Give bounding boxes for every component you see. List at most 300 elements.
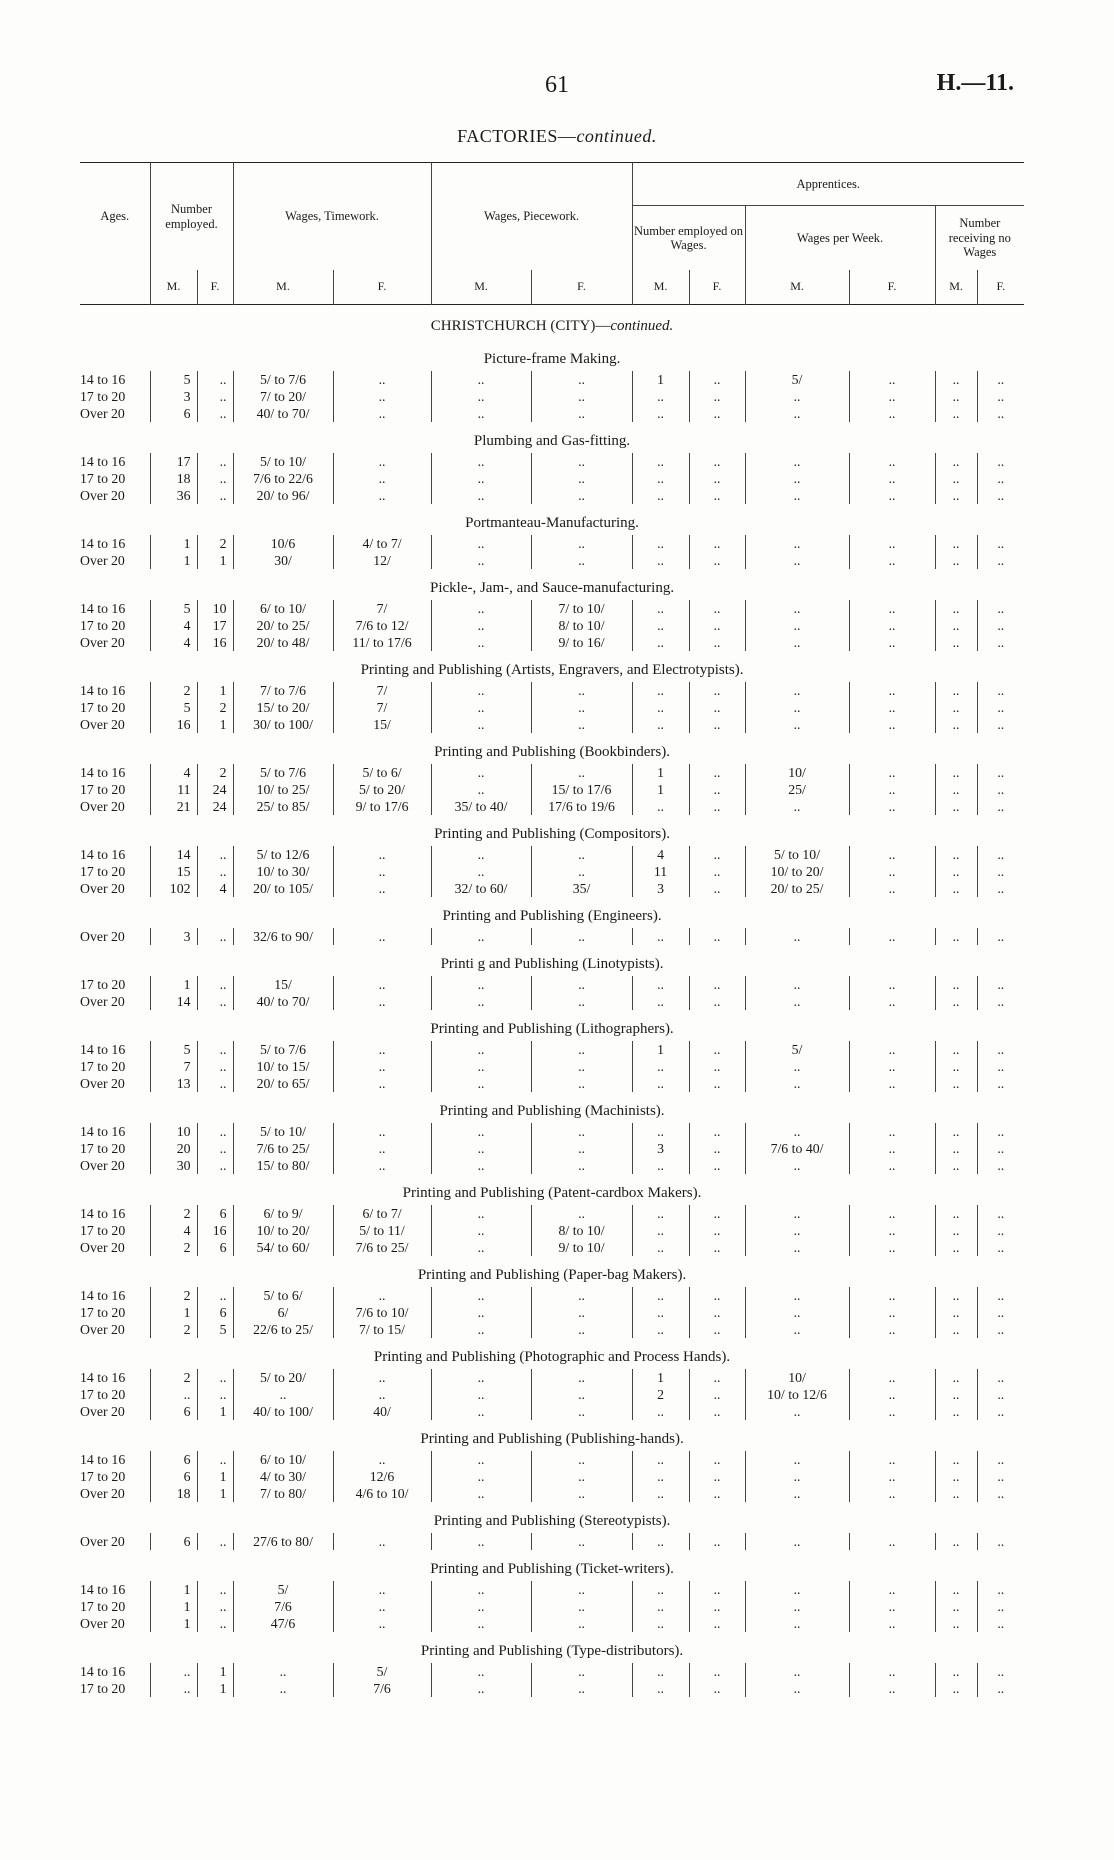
cell-appr-nowages-f: ..	[977, 1239, 1024, 1256]
cell-employed-m: 18	[150, 1485, 197, 1502]
cell-timework-m: 25/ to 85/	[233, 798, 333, 815]
cell-employed-f: 1	[197, 1403, 233, 1420]
cell-employed-m: ..	[150, 1663, 197, 1680]
cell-timework-m: ..	[233, 1680, 333, 1697]
cell-appr-employed-f: ..	[689, 371, 745, 388]
cell-piecework-m: ..	[431, 1123, 531, 1140]
city-heading-row	[80, 305, 1024, 341]
section-heading-row	[80, 1010, 1024, 1041]
cell-piecework-f: ..	[531, 1140, 632, 1157]
cell-piecework-m: ..	[431, 1058, 531, 1075]
cell-piecework-f: ..	[531, 846, 632, 863]
table-row	[80, 1615, 1024, 1632]
cell-piecework-f: ..	[531, 863, 632, 880]
cell-appr-nowages-m: ..	[935, 928, 977, 945]
cell-employed-f: ..	[197, 1386, 233, 1403]
cell-appr-wages-m: ..	[745, 1485, 849, 1502]
cell-timework-f: 5/ to 20/	[333, 781, 431, 798]
cell-appr-employed-f: ..	[689, 1157, 745, 1174]
cell-employed-m: 6	[150, 1451, 197, 1468]
cell-piecework-m: ..	[431, 1157, 531, 1174]
cell-appr-wages-f: ..	[849, 1123, 935, 1140]
cell-appr-wages-m: 25/	[745, 781, 849, 798]
cell-piecework-f: ..	[531, 1680, 632, 1697]
cell-piecework-f: ..	[531, 1533, 632, 1550]
cell-ages: 17 to 20	[80, 864, 126, 879]
cell-timework-f: ..	[333, 405, 431, 422]
cell-appr-employed-f: ..	[689, 976, 745, 993]
section-heading-row	[80, 504, 1024, 535]
page-number: 61	[545, 72, 569, 98]
cell-appr-employed-f: ..	[689, 682, 745, 699]
cell-employed-m: 6	[150, 1533, 197, 1550]
cell-piecework-m: ..	[431, 1075, 531, 1092]
cell-employed-f: 1	[197, 552, 233, 569]
table-row	[80, 1321, 1024, 1338]
cell-appr-wages-m: ..	[745, 1680, 849, 1697]
cell-piecework-f: ..	[531, 1663, 632, 1680]
cell-piecework-m: ..	[431, 1222, 531, 1239]
cell-appr-employed-m: ..	[632, 1680, 689, 1697]
table-body	[80, 305, 1024, 1698]
cell-appr-nowages-m: ..	[935, 863, 977, 880]
cell-employed-f: ..	[197, 1369, 233, 1386]
cell-appr-wages-m: ..	[745, 928, 849, 945]
cell-piecework-m: ..	[431, 1041, 531, 1058]
header-ages: Ages.	[100, 209, 130, 224]
cell-piecework-m: ..	[431, 1239, 531, 1256]
cell-appr-nowages-f: ..	[977, 1041, 1024, 1058]
cell-piecework-f: ..	[531, 682, 632, 699]
cell-timework-m: 6/ to 9/	[233, 1205, 333, 1222]
running-title	[0, 126, 1114, 147]
section-title: Printing and Publishing (Paper-bag Makers).	[417, 1266, 687, 1283]
cell-piecework-m: ..	[431, 552, 531, 569]
cell-appr-nowages-f: ..	[977, 1598, 1024, 1615]
cell-employed-m: 5	[150, 371, 197, 388]
cell-employed-f: 4	[197, 880, 233, 897]
cell-appr-wages-f: ..	[849, 388, 935, 405]
cell-timework-f: ..	[333, 1451, 431, 1468]
cell-ages: Over 20	[80, 1486, 125, 1501]
cell-appr-wages-f: ..	[849, 928, 935, 945]
cell-appr-nowages-m: ..	[935, 634, 977, 651]
running-title-main: FACTORIES—	[457, 126, 577, 146]
cell-piecework-m: ..	[431, 388, 531, 405]
cell-appr-nowages-f: ..	[977, 617, 1024, 634]
cell-timework-m: 5/ to 7/6	[233, 764, 333, 781]
cell-appr-employed-f: ..	[689, 1403, 745, 1420]
table-row	[80, 1041, 1024, 1058]
cell-appr-nowages-m: ..	[935, 1041, 977, 1058]
section-heading-row	[80, 1256, 1024, 1287]
cell-appr-employed-m: 2	[632, 1386, 689, 1403]
cell-appr-wages-f: ..	[849, 798, 935, 815]
cell-employed-f: ..	[197, 846, 233, 863]
cell-appr-employed-m: ..	[632, 1058, 689, 1075]
cell-appr-employed-f: ..	[689, 470, 745, 487]
cell-piecework-f: ..	[531, 487, 632, 504]
cell-ages: 17 to 20	[80, 389, 126, 404]
cell-ages: 17 to 20	[80, 1223, 126, 1238]
table-row	[80, 405, 1024, 422]
cell-appr-employed-f: ..	[689, 699, 745, 716]
cell-appr-nowages-m: ..	[935, 1581, 977, 1598]
cell-timework-m: 5/ to 7/6	[233, 371, 333, 388]
cell-timework-m: 6/ to 10/	[233, 600, 333, 617]
cell-timework-m: 30/ to 100/	[233, 716, 333, 733]
cell-ages: Over 20	[80, 994, 125, 1009]
cell-employed-m: 2	[150, 1287, 197, 1304]
cell-appr-nowages-f: ..	[977, 1157, 1024, 1174]
cell-appr-nowages-f: ..	[977, 634, 1024, 651]
cell-appr-employed-m: ..	[632, 617, 689, 634]
cell-appr-employed-m: ..	[632, 699, 689, 716]
cell-appr-nowages-m: ..	[935, 617, 977, 634]
cell-ages: Over 20	[80, 1404, 125, 1419]
cell-appr-nowages-m: ..	[935, 1157, 977, 1174]
cell-appr-employed-f: ..	[689, 1205, 745, 1222]
cell-appr-nowages-f: ..	[977, 1581, 1024, 1598]
cell-appr-wages-m: ..	[745, 600, 849, 617]
cell-appr-employed-m: ..	[632, 1222, 689, 1239]
cell-appr-employed-m: ..	[632, 552, 689, 569]
cell-appr-nowages-m: ..	[935, 1239, 977, 1256]
cell-appr-nowages-m: ..	[935, 1321, 977, 1338]
cell-piecework-f: ..	[531, 699, 632, 716]
cell-timework-m: 15/ to 80/	[233, 1157, 333, 1174]
cell-piecework-m: ..	[431, 716, 531, 733]
cell-piecework-m: ..	[431, 1581, 531, 1598]
cell-appr-nowages-m: ..	[935, 487, 977, 504]
cell-timework-f: 7/	[333, 600, 431, 617]
cell-appr-wages-m: ..	[745, 1663, 849, 1680]
cell-employed-m: 1	[150, 552, 197, 569]
table-row	[80, 1075, 1024, 1092]
cell-employed-f: ..	[197, 470, 233, 487]
cell-appr-nowages-m: ..	[935, 1533, 977, 1550]
cell-appr-wages-m: ..	[745, 1581, 849, 1598]
cell-appr-wages-f: ..	[849, 1533, 935, 1550]
cell-employed-m: 36	[150, 487, 197, 504]
cell-appr-employed-f: ..	[689, 1533, 745, 1550]
table-row	[80, 1369, 1024, 1386]
cell-employed-f: ..	[197, 1533, 233, 1550]
section-heading-row	[80, 1550, 1024, 1581]
cell-appr-employed-f: ..	[689, 764, 745, 781]
cell-appr-wages-f: ..	[849, 1041, 935, 1058]
cell-employed-f: ..	[197, 1041, 233, 1058]
cell-appr-nowages-f: ..	[977, 1468, 1024, 1485]
cell-employed-m: 4	[150, 617, 197, 634]
cell-timework-m: 5/ to 12/6	[233, 846, 333, 863]
cell-piecework-f: ..	[531, 716, 632, 733]
table-row	[80, 1239, 1024, 1256]
cell-appr-employed-m: ..	[632, 1321, 689, 1338]
cell-ages: Over 20	[80, 929, 125, 944]
section-heading-row	[80, 1092, 1024, 1123]
cell-appr-wages-f: ..	[849, 682, 935, 699]
cell-appr-wages-f: ..	[849, 699, 935, 716]
cell-appr-employed-m: ..	[632, 1615, 689, 1632]
cell-ages: 14 to 16	[80, 1206, 126, 1221]
cell-appr-wages-f: ..	[849, 1205, 935, 1222]
cell-employed-m: 13	[150, 1075, 197, 1092]
cell-ages: 14 to 16	[80, 847, 126, 862]
cell-employed-f: ..	[197, 388, 233, 405]
cell-piecework-m: ..	[431, 1369, 531, 1386]
cell-ages: 17 to 20	[80, 1599, 126, 1614]
cell-appr-wages-m: ..	[745, 1123, 849, 1140]
cell-timework-f: ..	[333, 388, 431, 405]
cell-appr-employed-f: ..	[689, 600, 745, 617]
cell-ages: Over 20	[80, 1240, 125, 1255]
cell-appr-wages-f: ..	[849, 1140, 935, 1157]
cell-employed-m: ..	[150, 1386, 197, 1403]
cell-timework-m: 15/	[233, 976, 333, 993]
cell-timework-f: 7/	[333, 682, 431, 699]
cell-ages: 17 to 20	[80, 471, 126, 486]
cell-piecework-f: 8/ to 10/	[531, 1222, 632, 1239]
header-f: F.	[849, 270, 935, 305]
cell-appr-wages-f: ..	[849, 716, 935, 733]
cell-appr-employed-f: ..	[689, 1468, 745, 1485]
cell-piecework-m: 35/ to 40/	[431, 798, 531, 815]
cell-appr-employed-m: ..	[632, 535, 689, 552]
cell-timework-m: 4/ to 30/	[233, 1468, 333, 1485]
section-title: Printing and Publishing (Engineers).	[442, 907, 662, 924]
cell-timework-f: ..	[333, 1058, 431, 1075]
cell-appr-nowages-m: ..	[935, 699, 977, 716]
header-appr-no-wages: Number receiving no Wages	[935, 206, 1024, 271]
cell-employed-f: ..	[197, 976, 233, 993]
cell-appr-employed-f: ..	[689, 487, 745, 504]
cell-appr-nowages-m: ..	[935, 976, 977, 993]
cell-appr-employed-m: ..	[632, 1239, 689, 1256]
table-row	[80, 552, 1024, 569]
cell-appr-employed-m: ..	[632, 1581, 689, 1598]
cell-timework-f: 7/ to 15/	[333, 1321, 431, 1338]
cell-employed-f: ..	[197, 1075, 233, 1092]
cell-employed-m: 2	[150, 682, 197, 699]
cell-appr-nowages-m: ..	[935, 1615, 977, 1632]
cell-appr-wages-m: ..	[745, 487, 849, 504]
cell-appr-employed-m: ..	[632, 716, 689, 733]
cell-timework-f: ..	[333, 1598, 431, 1615]
cell-ages: 17 to 20	[80, 782, 126, 797]
cell-appr-nowages-f: ..	[977, 1403, 1024, 1420]
cell-appr-wages-f: ..	[849, 552, 935, 569]
cell-timework-f: 40/	[333, 1403, 431, 1420]
cell-appr-nowages-m: ..	[935, 764, 977, 781]
cell-timework-f: ..	[333, 846, 431, 863]
table-row	[80, 764, 1024, 781]
header-wages-piecework: Wages, Piecework.	[431, 163, 632, 271]
cell-timework-f: ..	[333, 1615, 431, 1632]
section-title: Portmanteau-Manufacturing.	[465, 514, 639, 531]
cell-timework-f: ..	[333, 1581, 431, 1598]
cell-appr-nowages-m: ..	[935, 405, 977, 422]
cell-appr-employed-f: ..	[689, 634, 745, 651]
cell-employed-f: ..	[197, 1058, 233, 1075]
cell-appr-nowages-f: ..	[977, 1222, 1024, 1239]
section-heading-row	[80, 945, 1024, 976]
table-row	[80, 371, 1024, 388]
cell-ages: Over 20	[80, 1616, 125, 1631]
cell-appr-nowages-m: ..	[935, 1598, 977, 1615]
cell-ages: 17 to 20	[80, 1469, 126, 1484]
cell-employed-m: 4	[150, 1222, 197, 1239]
section-title: Printing and Publishing (Bookbinders).	[434, 743, 670, 760]
cell-employed-f: 1	[197, 1680, 233, 1697]
cell-appr-wages-f: ..	[849, 1075, 935, 1092]
cell-appr-employed-m: ..	[632, 928, 689, 945]
cell-appr-nowages-f: ..	[977, 1533, 1024, 1550]
section-heading-row	[80, 422, 1024, 453]
cell-timework-m: 10/ to 30/	[233, 863, 333, 880]
cell-ages: 14 to 16	[80, 601, 126, 616]
cell-appr-nowages-m: ..	[935, 535, 977, 552]
cell-appr-employed-m: 4	[632, 846, 689, 863]
cell-piecework-f: 9/ to 16/	[531, 634, 632, 651]
cell-employed-f: ..	[197, 1615, 233, 1632]
cell-ages: 17 to 20	[80, 1681, 126, 1696]
cell-appr-wages-m: 10/	[745, 764, 849, 781]
cell-appr-wages-m: ..	[745, 1157, 849, 1174]
cell-appr-nowages-m: ..	[935, 682, 977, 699]
cell-appr-wages-f: ..	[849, 1239, 935, 1256]
cell-appr-wages-f: ..	[849, 880, 935, 897]
cell-employed-m: 1	[150, 1304, 197, 1321]
cell-appr-nowages-f: ..	[977, 600, 1024, 617]
cell-piecework-f: ..	[531, 993, 632, 1010]
cell-appr-nowages-m: ..	[935, 798, 977, 815]
cell-appr-employed-f: ..	[689, 1321, 745, 1338]
cell-appr-nowages-f: ..	[977, 798, 1024, 815]
cell-appr-employed-f: ..	[689, 846, 745, 863]
cell-appr-wages-f: ..	[849, 535, 935, 552]
header-m: M.	[431, 270, 531, 305]
cell-appr-nowages-m: ..	[935, 1369, 977, 1386]
cell-piecework-f: ..	[531, 1615, 632, 1632]
cell-appr-employed-m: ..	[632, 470, 689, 487]
header-f: F.	[197, 270, 233, 305]
cell-piecework-m: ..	[431, 781, 531, 798]
table-row	[80, 1304, 1024, 1321]
cell-appr-nowages-f: ..	[977, 764, 1024, 781]
cell-appr-nowages-m: ..	[935, 1304, 977, 1321]
cell-appr-wages-f: ..	[849, 1403, 935, 1420]
cell-appr-nowages-f: ..	[977, 1680, 1024, 1697]
cell-appr-wages-m: 5/ to 10/	[745, 846, 849, 863]
cell-piecework-f: 8/ to 10/	[531, 617, 632, 634]
cell-piecework-m: ..	[431, 846, 531, 863]
cell-appr-employed-m: ..	[632, 1287, 689, 1304]
cell-employed-f: ..	[197, 863, 233, 880]
table-row	[80, 487, 1024, 504]
cell-appr-nowages-f: ..	[977, 846, 1024, 863]
cell-appr-nowages-m: ..	[935, 1680, 977, 1697]
cell-appr-employed-f: ..	[689, 1369, 745, 1386]
cell-appr-employed-f: ..	[689, 993, 745, 1010]
section-title: Printing and Publishing (Photographic and Process Hands).	[373, 1348, 731, 1365]
header-appr-wages: Wages per Week.	[745, 206, 935, 271]
table-row	[80, 470, 1024, 487]
cell-appr-wages-m: ..	[745, 405, 849, 422]
cell-piecework-f: ..	[531, 1075, 632, 1092]
cell-employed-f: 24	[197, 798, 233, 815]
cell-employed-m: 4	[150, 634, 197, 651]
cell-employed-f: 2	[197, 535, 233, 552]
cell-appr-wages-m: ..	[745, 1451, 849, 1468]
cell-employed-f: 10	[197, 600, 233, 617]
cell-piecework-f: ..	[531, 535, 632, 552]
cell-employed-f: ..	[197, 1140, 233, 1157]
cell-appr-employed-m: ..	[632, 634, 689, 651]
cell-timework-m: 40/ to 70/	[233, 993, 333, 1010]
cell-appr-nowages-f: ..	[977, 928, 1024, 945]
cell-appr-wages-m: ..	[745, 993, 849, 1010]
cell-piecework-f: ..	[531, 764, 632, 781]
table-header	[80, 163, 1024, 305]
cell-appr-nowages-f: ..	[977, 1140, 1024, 1157]
section-title: Picture-frame Making.	[483, 350, 621, 367]
cell-timework-m: 30/	[233, 552, 333, 569]
cell-appr-employed-m: 3	[632, 880, 689, 897]
cell-appr-employed-m: 1	[632, 781, 689, 798]
cell-employed-m: 3	[150, 388, 197, 405]
cell-employed-m: 14	[150, 846, 197, 863]
cell-piecework-f: 17/6 to 19/6	[531, 798, 632, 815]
cell-piecework-m: ..	[431, 1598, 531, 1615]
cell-appr-employed-m: ..	[632, 1663, 689, 1680]
cell-appr-wages-f: ..	[849, 976, 935, 993]
cell-ages: 14 to 16	[80, 1042, 126, 1057]
cell-employed-m: 5	[150, 699, 197, 716]
cell-appr-nowages-m: ..	[935, 1485, 977, 1502]
table-row	[80, 699, 1024, 716]
cell-appr-wages-f: ..	[849, 405, 935, 422]
cell-employed-m: 7	[150, 1058, 197, 1075]
cell-employed-m: 2	[150, 1239, 197, 1256]
cell-appr-nowages-f: ..	[977, 1075, 1024, 1092]
section-title: Printing and Publishing (Lithographers).	[430, 1020, 674, 1037]
cell-appr-nowages-f: ..	[977, 976, 1024, 993]
cell-appr-employed-m: ..	[632, 1205, 689, 1222]
cell-appr-employed-f: ..	[689, 1140, 745, 1157]
cell-piecework-f: ..	[531, 1598, 632, 1615]
cell-employed-f: ..	[197, 928, 233, 945]
cell-piecework-m: ..	[431, 535, 531, 552]
factories-wage-table	[80, 162, 1024, 1697]
cell-appr-wages-m: ..	[745, 552, 849, 569]
cell-appr-nowages-m: ..	[935, 1140, 977, 1157]
table-row	[80, 798, 1024, 815]
cell-appr-wages-f: ..	[849, 634, 935, 651]
header-wages-timework: Wages, Timework.	[233, 163, 431, 271]
cell-employed-f: 1	[197, 716, 233, 733]
cell-timework-f: ..	[333, 976, 431, 993]
cell-appr-nowages-m: ..	[935, 993, 977, 1010]
cell-employed-f: ..	[197, 1451, 233, 1468]
city-heading-text: CHRISTCHURCH (CITY)—	[430, 317, 611, 334]
cell-piecework-m: ..	[431, 617, 531, 634]
city-heading-continued: continued.	[610, 317, 674, 334]
cell-appr-nowages-m: ..	[935, 1663, 977, 1680]
cell-appr-nowages-m: ..	[935, 716, 977, 733]
cell-employed-f: 2	[197, 699, 233, 716]
cell-timework-f: 11/ to 17/6	[333, 634, 431, 651]
